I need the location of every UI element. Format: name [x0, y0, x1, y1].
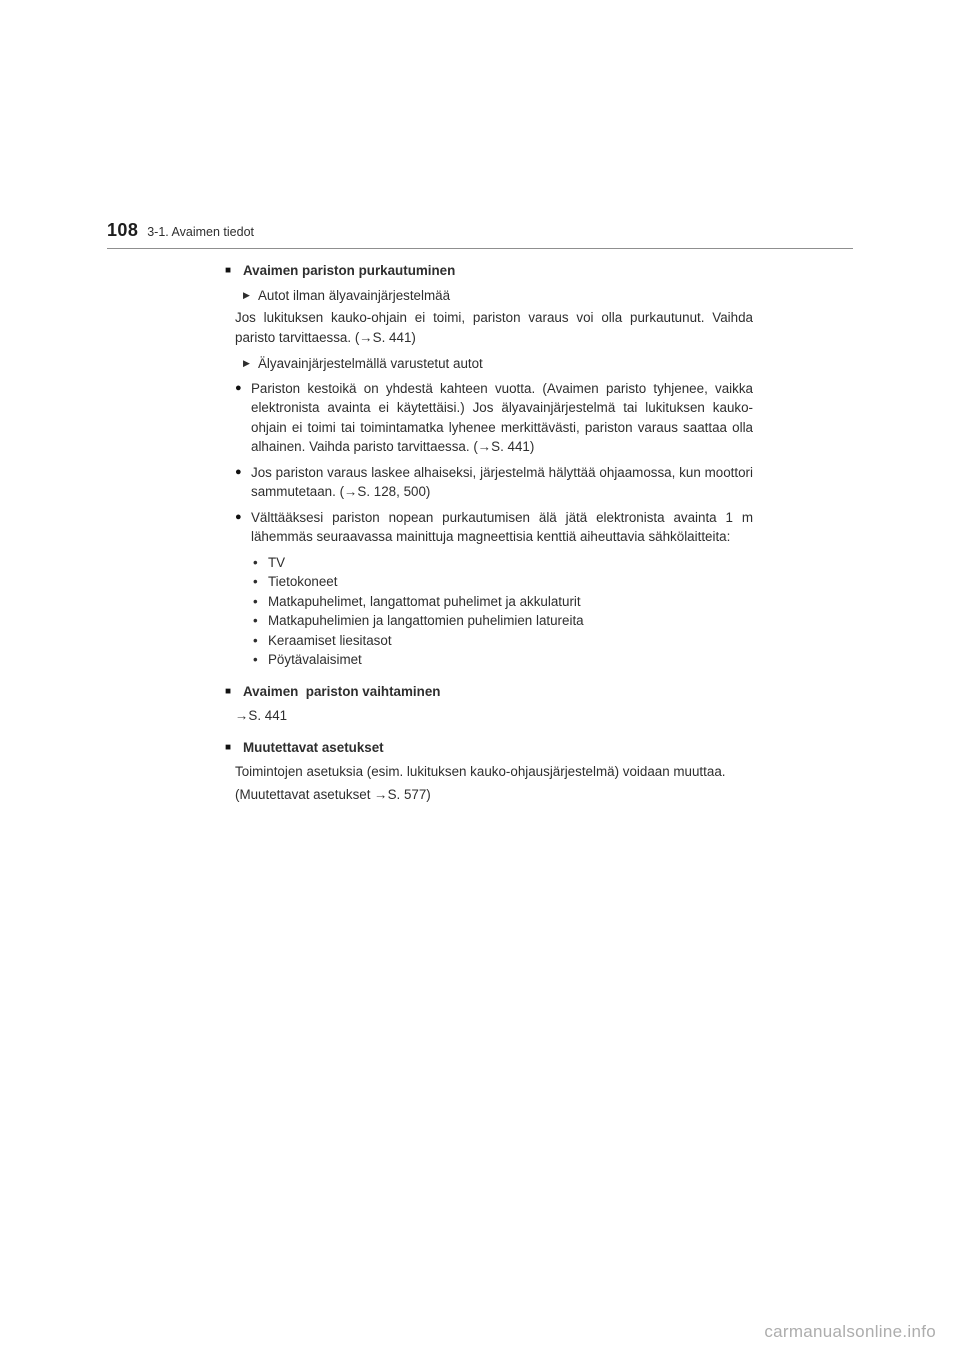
- circle-bullet-icon: ●: [235, 510, 242, 523]
- manual-page: [107, 220, 853, 807]
- dot-bullet-icon: •: [253, 632, 258, 648]
- arrow-item-text: Autot ilman älyavainjärjestelmää: [258, 287, 451, 303]
- section-battery-replacement: [225, 682, 753, 726]
- device-list: [225, 553, 753, 670]
- circle-bullet-icon: ●: [235, 381, 242, 394]
- section-heading-text: Avaimen pariston purkautuminen: [243, 263, 456, 278]
- list-item-text: Matkapuhelimien ja langattomien puhelimien latureita: [268, 613, 584, 628]
- section-heading-text: Avaimen pariston vaihtaminen: [243, 683, 441, 699]
- bullet-item: [225, 508, 753, 547]
- circle-bullet-icon: ●: [235, 465, 242, 478]
- page-header: [107, 220, 853, 249]
- bullet-item: [225, 463, 753, 502]
- paragraph: Jos lukituksen kauko-ohjain ei toimi, pariston varaus voi olla purkautunut. Vaihda paristo tarvittaessa. (→S. 441): [235, 310, 753, 345]
- section-heading: [225, 682, 753, 702]
- watermark: carmanualsonline.info: [764, 1322, 936, 1341]
- chapter-breadcrumb: 3-1. Avaimen tiedot: [147, 225, 255, 239]
- list-item: [253, 631, 753, 651]
- list-item: [253, 611, 753, 631]
- square-bullet-icon: ■: [225, 265, 232, 276]
- dot-bullet-icon: •: [253, 613, 258, 628]
- bullet-item-text: Välttääksesi pariston nopean purkautumisen älä jätä elektronista avainta 1 m lähemmäs seuraavassa mainittuja magneettisia kenttiä aiheuttavia sähkölaitteita:: [251, 509, 753, 544]
- arrow-item: [225, 354, 753, 374]
- list-item: [253, 650, 753, 670]
- dot-bullet-icon: •: [253, 593, 258, 609]
- section-customizable-settings: [225, 738, 753, 805]
- list-item: [253, 592, 753, 612]
- arrow-item-text: Älyavainjärjestelmällä varustetut autot: [258, 356, 483, 371]
- arrow-bullet-icon: ▶: [243, 289, 250, 300]
- page-reference: (Muutettavat asetukset →S. 577): [235, 786, 431, 802]
- paragraph: Toimintojen asetuksia (esim. lukituksen kauko-ohjausjärjestelmä) voidaan muuttaa.: [235, 764, 726, 779]
- list-item: [253, 553, 753, 573]
- section-battery-depletion: [225, 261, 753, 670]
- page-reference: →S. 441: [235, 708, 288, 723]
- bullet-item-text: Jos pariston varaus laskee alhaiseksi, järjestelmä hälyttää ohjaamossa, kun moottori sammutetaan. (→S. 128, 500): [251, 464, 753, 499]
- section-heading: [225, 261, 753, 281]
- list-item-text: Keraamiset liesitasot: [268, 632, 392, 648]
- dot-bullet-icon: •: [253, 652, 258, 667]
- page-number: 108: [107, 220, 139, 240]
- bullet-item-text: Pariston kestoikä on yhdestä kahteen vuotta. (Avaimen paristo tyhjenee, vaikka elektronista avainta ei käytettäisi.) Jos älyavainjärjestelmä tai lukituksen kauko-ohjain ei toimi tai toimintamatka lyhenee merkittävästi, pariston varaus saattaa olla alhainen. Vaihda paristo tarvittaessa. (→S. 441): [251, 380, 753, 454]
- page-content: [225, 249, 753, 804]
- bullet-item: [225, 379, 753, 457]
- section-heading: [225, 738, 753, 758]
- arrow-bullet-icon: ▶: [243, 358, 250, 368]
- dot-bullet-icon: •: [253, 554, 258, 570]
- square-bullet-icon: ■: [225, 685, 232, 697]
- list-item-text: Matkapuhelimet, langattomat puhelimet ja akkulaturit: [268, 593, 581, 609]
- square-bullet-icon: ■: [225, 741, 232, 753]
- section-heading-text: Muutettavat asetukset: [243, 739, 384, 755]
- arrow-item: [225, 286, 753, 306]
- list-item-text: Pöytävalaisimet: [268, 652, 362, 667]
- list-item: [253, 572, 753, 592]
- list-item-text: TV: [268, 554, 286, 570]
- list-item-text: Tietokoneet: [268, 574, 338, 589]
- dot-bullet-icon: •: [253, 574, 258, 589]
